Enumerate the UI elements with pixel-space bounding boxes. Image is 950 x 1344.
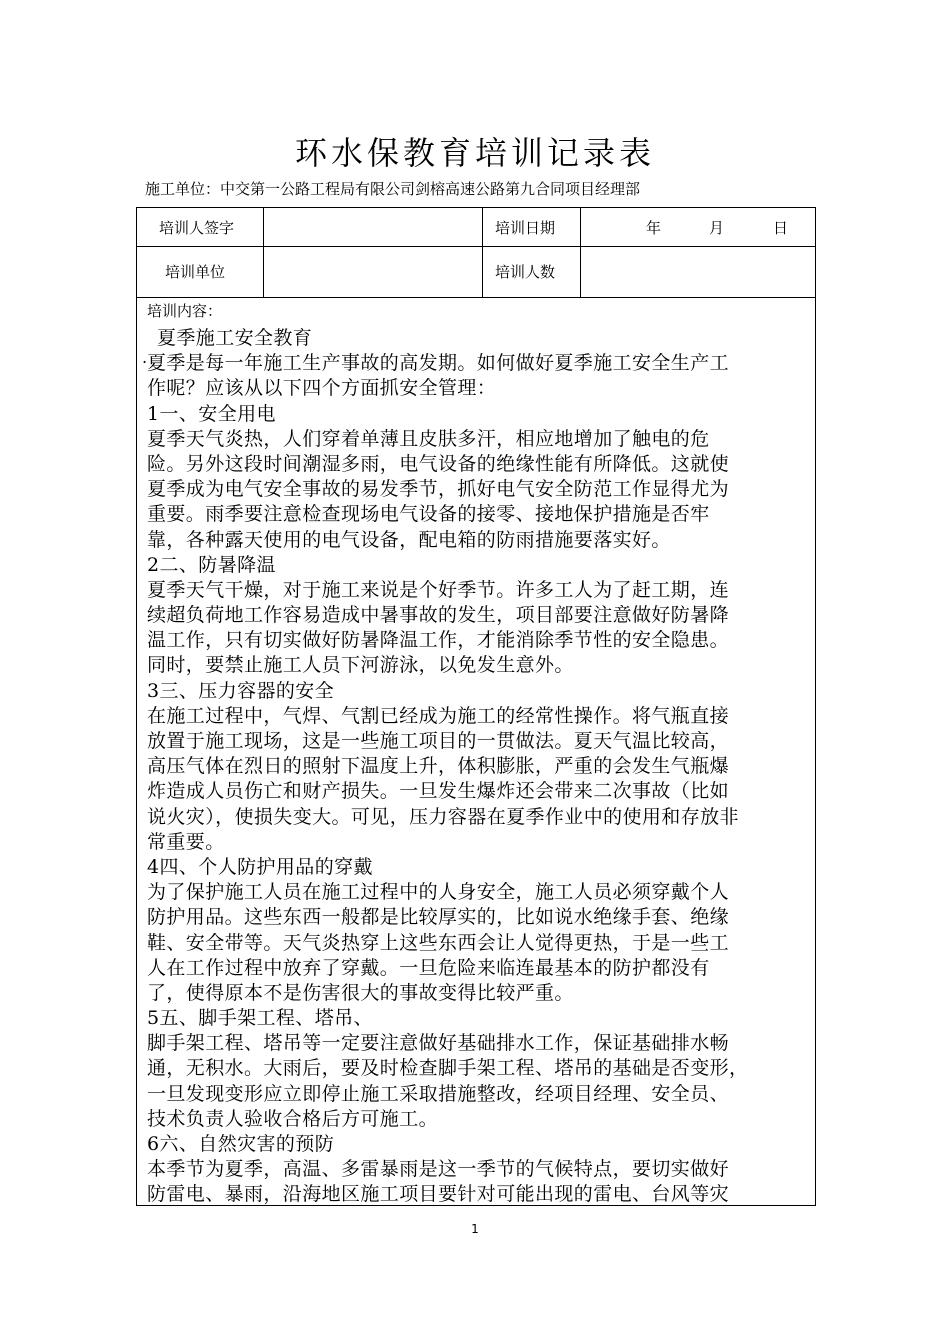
content-line: 6六、自然灾害的预防	[147, 1133, 335, 1155]
content-line: 2二、防暑降温	[147, 553, 276, 576]
date-day: 日	[773, 219, 789, 237]
training-content	[147, 300, 807, 1208]
content-line: 为了保护施工人员在施工过程中的人身安全，施工人员必须穿戴个人	[147, 881, 730, 904]
content-line: 夏季天气干燥，对于施工来说是个好季节。许多工人为了赶工期，连	[147, 578, 730, 601]
content-line: 鞋、安全带等。天气炎热穿上这些东西会让人觉得更热，于是一些工	[147, 931, 730, 954]
content-line: 放置于施工现场，这是一些施工项目的一贯做法。夏天气温比较高，	[147, 730, 730, 752]
content-line: 险。另外这段时间潮湿多雨，电气设备的绝缘性能有所降低。这就使	[147, 452, 730, 475]
content-line: 温工作，只有切实做好防暑降温工作，才能消除季节性的安全隐患。	[147, 629, 730, 652]
date-month: 月	[709, 219, 725, 237]
content-line: 通，无积水。大雨后，要及时检查脚手架工程、塔吊的基础是否变形，	[147, 1057, 749, 1080]
content-line: 技术负责人验收合格后方可施工。	[147, 1107, 439, 1130]
content-line: 夏季成为电气安全事故的易发季节，抓好电气安全防范工作显得尤为	[147, 478, 730, 501]
page-title: 环水保教育培训记录表	[294, 134, 655, 172]
content-line: 3三、压力容器的安全	[147, 679, 335, 702]
content-line: 重要。雨季要注意检查现场电气设备的接零、接地保护措施是否牢	[147, 503, 710, 526]
content-line: 脚手架工程、塔吊等一定要注意做好基础排水工作，保证基础排水畅	[147, 1032, 730, 1055]
content-line: 作呢？应该从以下四个方面抓安全管理：	[147, 377, 497, 400]
trainee-count-field[interactable]	[581, 247, 815, 297]
content-line: 在施工过程中，气焊、气割已经成为施工的经常性操作。将气瓶直接	[147, 704, 730, 727]
content-line: 高压气体在烈日的照射下温度上升，体积膨胀，严重的会发生气瓶爆	[147, 755, 730, 778]
content-line: 说火灾），使损失变大。可见，压力容器在夏季作业中的使用和存放非	[147, 805, 739, 828]
training-date-label: 培训日期	[495, 218, 556, 237]
content-line: 靠，各种露天使用的电气设备，配电箱的防雨措施要落实好。	[147, 528, 671, 551]
training-content-body	[147, 326, 807, 1208]
content-line: 同时，要禁止施工人员下河游泳，以免发生意外。	[147, 654, 574, 677]
content-line: 炸造成人员伤亡和财产损失。一旦发生爆炸还会带来二次事故（比如	[147, 780, 730, 803]
training-org-field[interactable]	[264, 247, 481, 297]
content-line: 一旦发现变形应立即停止施工采取措施整改，经项目经理、安全员、	[147, 1082, 730, 1105]
signer-label: 培训人签字	[159, 218, 235, 237]
content-line: 人在工作过程中放弃了穿戴。一旦危险来临连最基本的防护都没有	[147, 956, 710, 979]
construction-unit-line: 施工单位：中交第一公路工程局有限公司剑榕高速公路第九合同项目经理部	[145, 180, 641, 198]
date-year: 年	[646, 219, 662, 237]
bullet-marker: .	[142, 348, 148, 367]
page-number: 1	[471, 1222, 479, 1236]
row-divider	[137, 297, 815, 298]
content-line: 防雷电、暴雨，沿海地区施工项目要针对可能出现的雷电、台风等灾	[147, 1183, 730, 1206]
trainee-count-label: 培训人数	[495, 263, 556, 281]
training-org-label: 培训单位	[165, 263, 226, 281]
content-line: 了，使得原本不是伤害很大的事故变得比较严重。	[147, 981, 574, 1004]
content-line: 4四、个人防护用品的穿戴	[147, 855, 373, 878]
content-line: 1一、安全用电	[147, 402, 276, 425]
content-line: 续超负荷地工作容易造成中暑事故的发生，项目部要注意做好防暑降	[147, 604, 730, 627]
content-line: 夏季天气炎热，人们穿着单薄且皮肤多汗，相应地增加了触电的危	[147, 427, 710, 450]
training-record-table	[136, 207, 816, 1206]
column-divider	[482, 208, 483, 297]
content-line: 常重要。	[147, 830, 225, 853]
content-line: 夏季施工安全教育	[157, 327, 313, 349]
training-content-label: 培训内容：	[147, 302, 223, 320]
content-line: 夏季是每一年施工生产事故的高发期。如何做好夏季施工安全生产工	[147, 352, 730, 375]
signer-field[interactable]	[264, 208, 481, 246]
content-line: 本季节为夏季，高温、多雷暴雨是这一季节的气候特点，要切实做好	[147, 1158, 730, 1181]
content-line: 防护用品。这些东西一般都是比较厚实的，比如说水绝缘手套、绝缘	[147, 906, 730, 929]
content-line: 5五、脚手架工程、塔吊、	[147, 1007, 373, 1030]
